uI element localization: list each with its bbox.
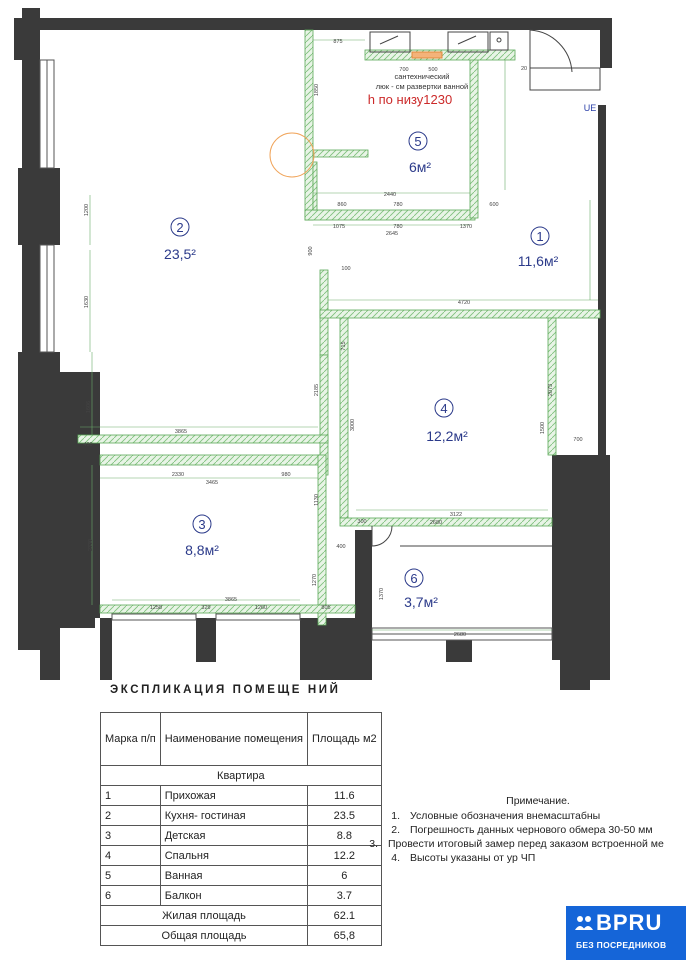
svg-text:1: 1 [536,229,544,244]
row-name: Прихожая [160,786,307,806]
svg-text:2185: 2185 [314,383,320,397]
dimension-labels [83,39,582,638]
header-area: Площадь м2 [308,713,382,766]
note-number: 4. [391,852,400,864]
entrance-door [530,30,600,90]
table-row [101,806,382,826]
svg-text:400: 400 [83,442,93,448]
header-name: Наименование помещения [160,713,307,766]
room-label-1 [518,227,559,269]
balcony-door [372,526,552,546]
note-text: Высоты указаны от ур ЧП [410,852,536,864]
svg-text:6: 6 [410,571,418,586]
svg-text:1500: 1500 [540,421,546,435]
table-row [101,846,382,866]
svg-text:1075: 1075 [332,224,346,230]
total-area-value: 65,8 [308,926,382,946]
note-item [360,852,686,864]
svg-text:860: 860 [337,202,347,208]
room-label-4 [426,399,468,444]
svg-text:11,6м²: 11,6м² [517,253,559,269]
row-area: 8.8 [308,826,382,846]
table-row [101,866,382,886]
svg-text:23,5²: 23,5² [164,246,196,262]
row-name: Балкон [160,886,307,906]
row-name: Детская [160,826,307,846]
svg-text:2: 2 [176,220,184,235]
row-mark: 4 [101,846,161,866]
row-area: 6 [308,866,382,886]
svg-text:600: 600 [489,202,499,208]
row-mark: 1 [101,786,161,806]
svg-text:20: 20 [520,66,528,72]
svg-text:780: 780 [393,224,403,230]
svg-text:3000: 3000 [350,418,356,432]
svg-text:8,8м²: 8,8м² [185,542,219,558]
svg-text:715: 715 [341,341,347,351]
svg-text:1850: 1850 [314,83,320,97]
svg-text:2680: 2680 [429,520,443,526]
svg-text:805: 805 [321,605,331,611]
living-area-value: 62.1 [308,906,382,926]
svg-text:1130: 1130 [314,494,320,506]
svg-text:2073: 2073 [548,383,554,397]
svg-text:300: 300 [357,519,367,525]
living-area-row [101,906,382,926]
door-note: UЕ [583,103,597,113]
row-mark: 6 [101,886,161,906]
svg-text:12,2м²: 12,2м² [426,428,468,444]
row-name: Кухня- гостиная [160,806,307,826]
svg-text:1370: 1370 [459,224,473,230]
dimension-lines [80,40,598,630]
row-mark: 2 [101,806,161,826]
note-number: 1. [391,810,400,822]
note-item [360,824,686,836]
badge-subtitle: БЕЗ ПОСРЕДНИКОВ [576,940,667,950]
row-mark: 5 [101,866,161,886]
svg-text:4: 4 [440,401,448,416]
total-area-row [101,926,382,946]
note-item [360,838,686,850]
note-text: Провести итоговый замер перед заказом встроенной ме [388,838,664,850]
row-area: 23.5 [308,806,382,826]
svg-text:780: 780 [393,202,403,208]
room-label-3 [185,515,219,558]
svg-text:2330: 2330 [88,538,94,552]
explication-title: ЭКСПЛИКАЦИЯ ПОМЕЩЕ НИЙ [110,684,341,696]
svg-text:1260: 1260 [254,605,268,611]
svg-text:900: 900 [308,246,314,256]
group-label: Квартира [101,766,382,786]
height-note: h по низу1230 [367,92,453,107]
svg-text:5: 5 [414,134,422,149]
svg-text:1630: 1630 [84,295,90,309]
explication-table [100,712,382,946]
note-text: Погрешность данных чернового обмера 30-50 мм [410,824,653,836]
svg-text:2440: 2440 [383,192,397,198]
svg-text:6м²: 6м² [408,159,432,175]
room-label-2 [164,218,196,262]
living-area-label: Жилая площадь [101,906,308,926]
room-label-5 [409,132,431,175]
svg-text:500: 500 [428,67,438,73]
svg-text:700: 700 [573,437,583,443]
note-text: Условные обозначения внемасштабны [410,810,601,822]
note-number: 2. [391,824,400,836]
svg-text:2330: 2330 [171,472,185,478]
svg-text:100: 100 [341,266,351,272]
table-header-row [101,713,382,766]
svg-text:2645: 2645 [385,231,399,237]
header-mark: Марка п/п [101,713,161,766]
svg-text:1270: 1270 [312,573,318,587]
row-area: 3.7 [308,886,382,906]
table-row [101,886,382,906]
notes-block [360,795,686,866]
row-name: Ванная [160,866,307,886]
row-area: 12.2 [308,846,382,866]
row-name: Спальня [160,846,307,866]
svg-text:3865: 3865 [174,429,188,435]
svg-text:329: 329 [201,605,211,611]
note-item [360,810,686,822]
partitions [78,30,600,625]
svg-text:1370: 1370 [379,587,385,601]
svg-text:3865: 3865 [224,597,238,603]
people-icon [574,914,594,934]
svg-text:1258: 1258 [149,605,163,611]
row-area: 11.6 [308,786,382,806]
svg-text:2680: 2680 [453,632,467,638]
svg-text:3122: 3122 [449,512,463,518]
svg-text:4720: 4720 [457,300,471,306]
svg-text:3,7м²: 3,7м² [404,594,438,610]
badge-logo: BPRU [596,910,663,935]
room-label-6 [404,569,438,610]
bpru-badge[interactable] [566,906,686,960]
row-mark: 3 [101,826,161,846]
hatch-note-line-1: сантехнический [394,72,450,81]
hatch-note-line-2: люк - см развертки ванной [375,82,469,91]
svg-text:3465: 3465 [205,480,219,486]
svg-text:400: 400 [336,544,346,550]
svg-text:1606: 1606 [86,400,92,414]
notes-title: Примечание. [506,795,570,807]
svg-text:700: 700 [399,67,409,73]
svg-text:3: 3 [198,517,206,532]
note-number: 3. [369,838,378,850]
svg-text:980: 980 [281,472,291,478]
table-row [101,826,382,846]
svg-text:1200: 1200 [84,203,90,217]
svg-text:875: 875 [333,39,343,45]
table-group-row [101,766,382,786]
table-row [101,786,382,806]
total-area-label: Общая площадь [101,926,308,946]
